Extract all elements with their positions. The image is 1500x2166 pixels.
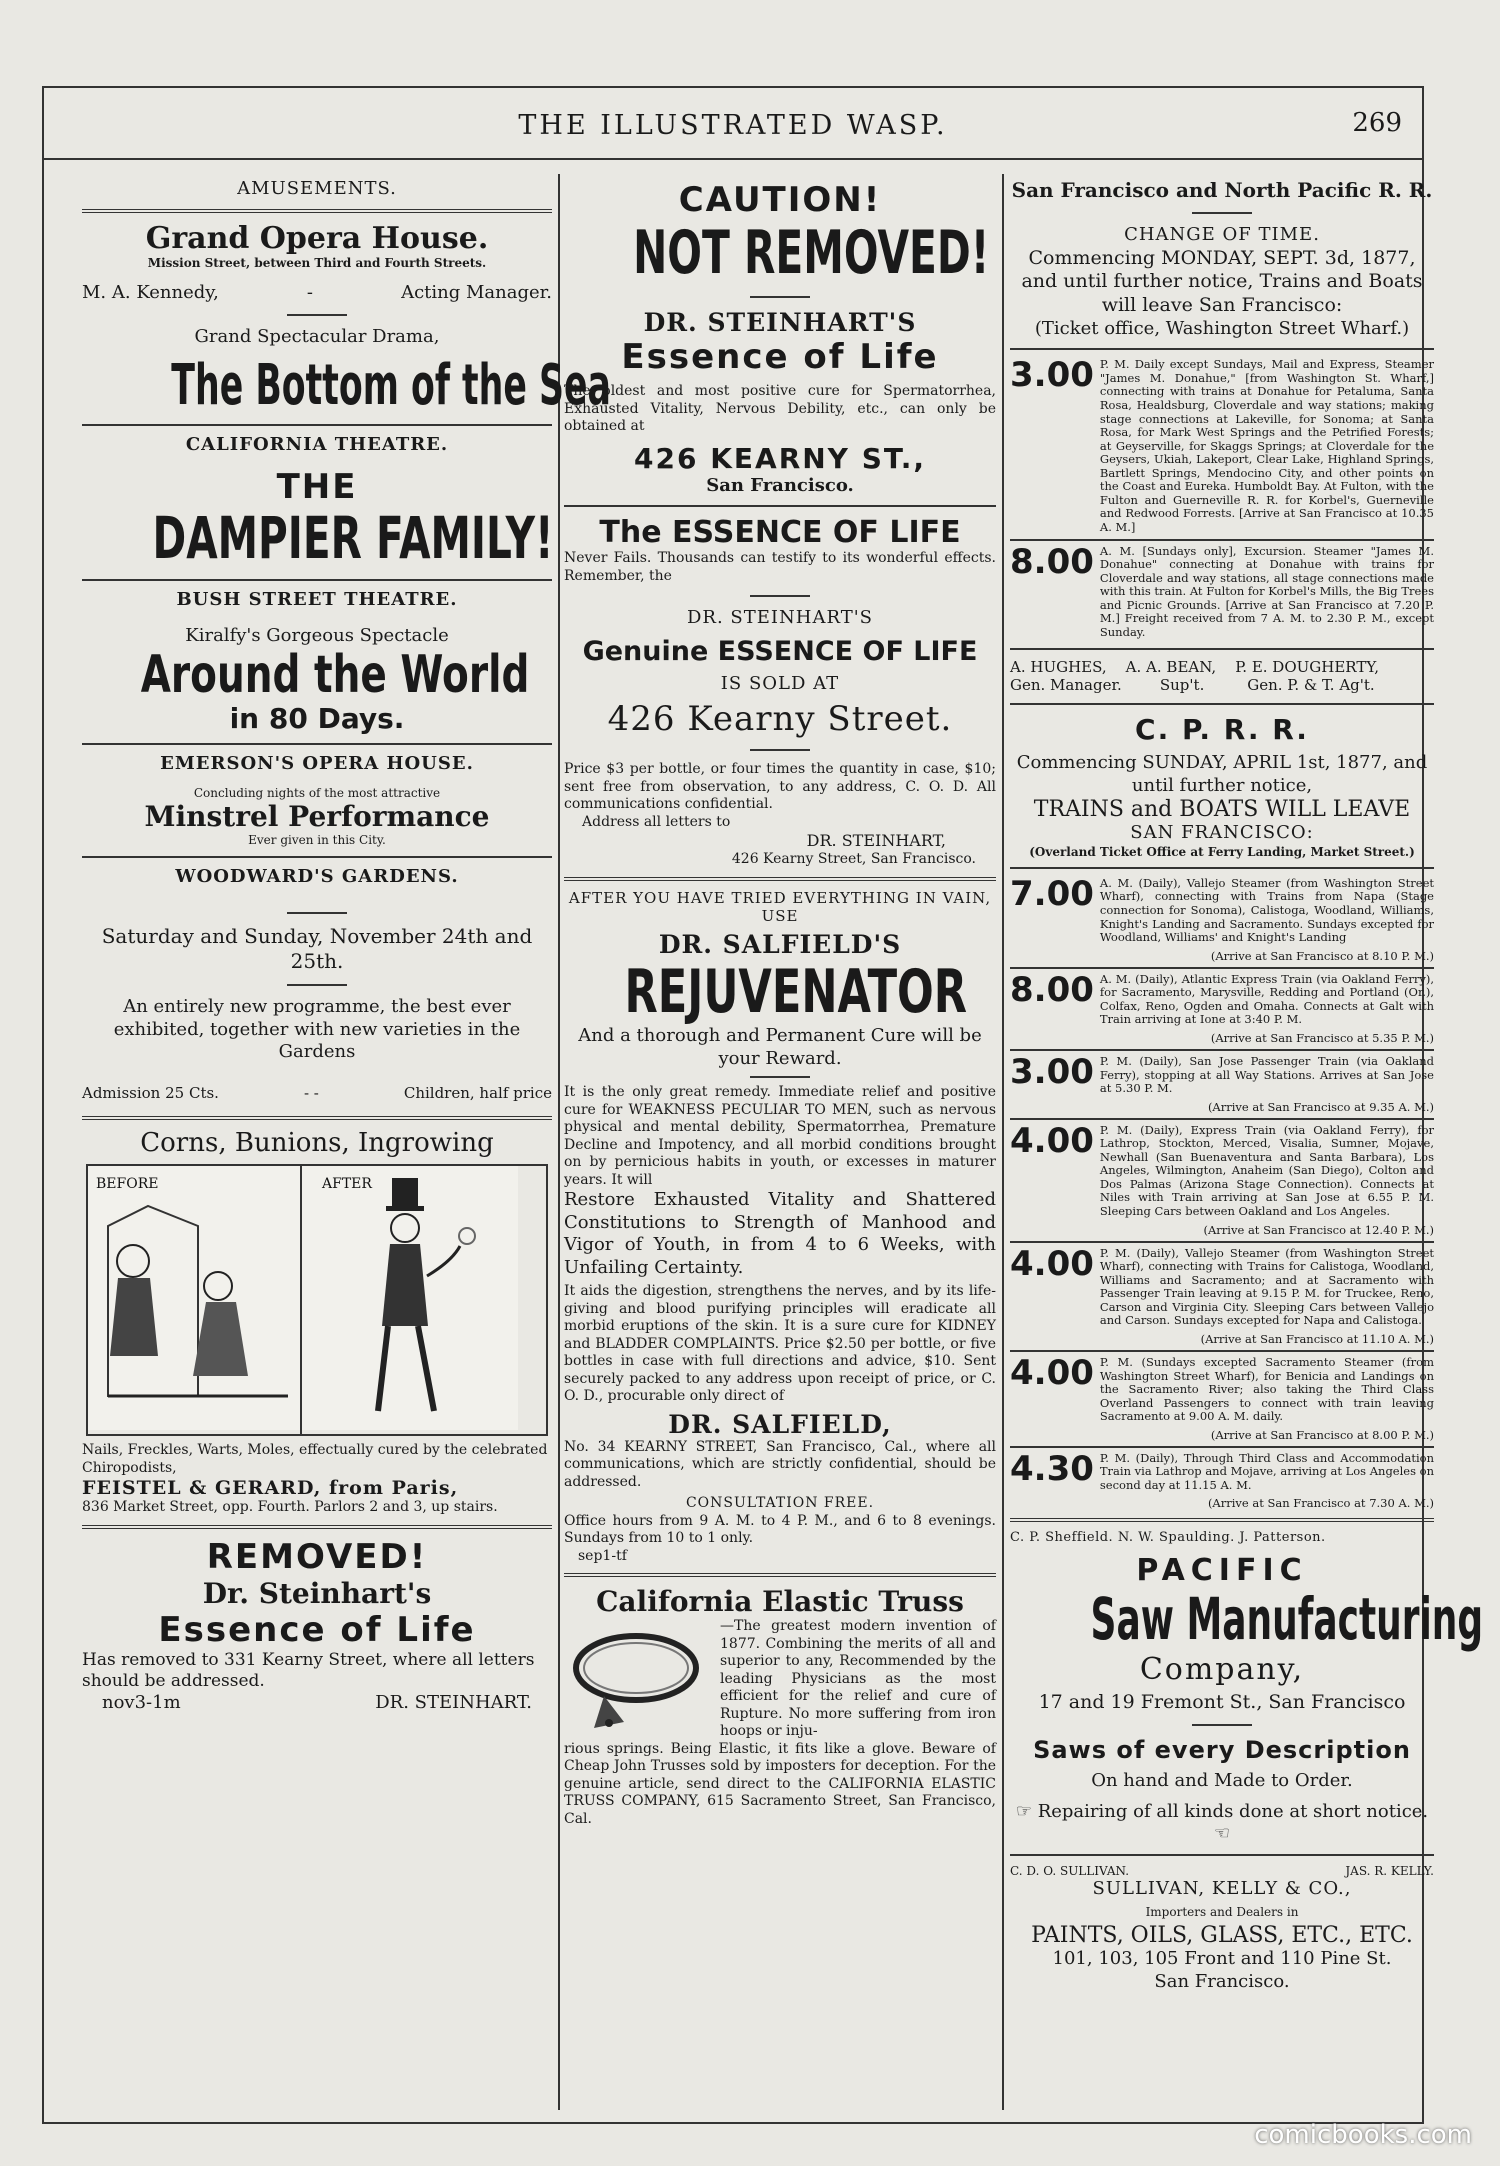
ad-text: Has removed to 331 Kearny Street, where all letters should be addressed. bbox=[82, 1649, 535, 1692]
around-title: Around the World bbox=[140, 644, 530, 705]
nw-schedule bbox=[1010, 355, 1434, 639]
ad-subheading: Grand Spectacular Drama, bbox=[194, 326, 440, 348]
ad-headline: Genuine ESSENCE OF LIFE bbox=[582, 635, 978, 667]
ad-title bbox=[564, 220, 996, 286]
schedule-entry bbox=[1010, 1120, 1434, 1237]
ad-text: Saturday and Sunday, November 24th and 25th. bbox=[101, 924, 533, 974]
partner-name: JAS. R. KELLY. bbox=[1345, 1863, 1434, 1878]
masthead: THE ILLUSTRATED WASP. bbox=[518, 110, 948, 141]
repairing-text: Repairing of all kinds done at short notice. bbox=[1037, 1800, 1429, 1822]
departure-time: 4.00 bbox=[1010, 1120, 1094, 1161]
departure-time: 3.00 bbox=[1010, 355, 1094, 396]
rule bbox=[82, 743, 552, 745]
manager-name: M. A. Kennedy, bbox=[82, 281, 219, 303]
ad-text: rious springs. Being Elastic, it fits like a glove. Beware of Cheap John Trusses sold by imposters for deception. For the genuine article, send direct to the CALIFORNIA ELASTIC TRUSS COMPANY, 615 Sacramento Street, San Francisco, Cal. bbox=[564, 1740, 996, 1827]
header-rule bbox=[44, 158, 1422, 160]
rule bbox=[1010, 703, 1434, 705]
truss-illustration bbox=[564, 1618, 714, 1738]
ad-subheading: TRAINS and BOATS WILL LEAVE bbox=[1033, 797, 1411, 822]
rule bbox=[1010, 1854, 1434, 1856]
rule bbox=[564, 505, 996, 507]
ad-headline: DR. SALFIELD, bbox=[668, 1409, 892, 1439]
rule bbox=[1010, 867, 1434, 869]
rule bbox=[1010, 348, 1434, 350]
section-heading: AMUSEMENTS. bbox=[237, 178, 397, 199]
partner-name: C. D. O. SULLIVAN. bbox=[1010, 1863, 1130, 1878]
signature: DR. STEINHART. bbox=[375, 1692, 532, 1714]
schedule-entry bbox=[1010, 541, 1434, 640]
short-rule bbox=[287, 984, 347, 986]
rule bbox=[1010, 1350, 1434, 1352]
drama-title: The Bottom of the Sea bbox=[171, 352, 611, 418]
schedule-text: A. M. (Daily), Atlantic Express Train (via Oakland Ferry), for Sacramento, Marysville, Redding and Portland (Or.), Colfax, Reno, Ogden and Omaha. Connects at Galt with Train arriving at Ione at 3:40 P. M. bbox=[1099, 971, 1434, 1027]
ad-title bbox=[1010, 1584, 1484, 1653]
ad-headline: Company, bbox=[1139, 1651, 1305, 1687]
ad-title bbox=[82, 503, 554, 572]
ad-text: Nails, Freckles, Warts, Moles, effectually cured by the celebrated Chiropodists, bbox=[82, 1442, 548, 1476]
ad-headline: Essence of Life bbox=[158, 1609, 476, 1650]
short-rule bbox=[1192, 1724, 1252, 1726]
column-divider bbox=[1002, 174, 1004, 2110]
ad-text: Never Fails. Thousands can testify to its wonderful effects. Remember, the bbox=[564, 550, 996, 584]
short-rule bbox=[750, 296, 810, 298]
schedule-entry bbox=[1010, 355, 1434, 534]
double-rule bbox=[564, 1573, 996, 1577]
arrival-time: (Arrive at San Francisco at 8.00 P. M.) bbox=[1210, 1427, 1434, 1442]
ad-code: nov3-1m bbox=[102, 1692, 181, 1714]
ad-code: sep1-tf bbox=[578, 1547, 627, 1564]
ad-headline: Dr. Steinhart's bbox=[202, 1576, 432, 1610]
double-rule bbox=[82, 209, 552, 213]
schedule-entry bbox=[1010, 969, 1434, 1045]
ad-headline: Grand Opera House. bbox=[145, 220, 489, 256]
ad-subheading: SAN FRANCISCO: bbox=[1130, 822, 1314, 843]
double-rule bbox=[82, 1525, 552, 1529]
rejuvenator-title: REJUVENATOR bbox=[624, 957, 968, 1027]
pointing-hand-icon: ☞ bbox=[1015, 1800, 1032, 1822]
signature-line bbox=[82, 1692, 552, 1715]
ad-text: Office hours from 9 A. M. to 4 P. M., and 6 to 8 evenings. Sundays from 10 to 1 only. bbox=[564, 1512, 996, 1546]
ad-headline: THE bbox=[276, 466, 358, 507]
partners-line bbox=[1010, 1864, 1434, 1878]
after-illustration bbox=[302, 1166, 518, 1430]
double-rule bbox=[564, 877, 996, 881]
ad-text: Concluding nights of the most attractive bbox=[193, 785, 441, 800]
theatre-name: BUSH STREET THEATRE. bbox=[176, 588, 458, 610]
ad-headline: 426 KEARNY ST., bbox=[634, 441, 926, 475]
rule bbox=[1010, 1049, 1434, 1051]
ad-text: An entirely new programme, the best ever exhibited, together with new varieties in the Gardens bbox=[113, 996, 521, 1063]
ad-title bbox=[82, 352, 611, 418]
short-rule bbox=[750, 749, 810, 751]
ad-headline: Minstrel Performance bbox=[144, 800, 490, 834]
ad-text: It aids the digestion, strengthens the nerves, and by its life-giving and blood purifying principles will eradicate all morbid eruptions of the skin. It is a sure cure for KIDNEY and BLADDER COMPLAINTS. Price $2.50 per bottle, or five bottles in case with full directions and advice, $10. Sent securely packed to any address upon receipt of price, or C. O. D., procurable only direct of bbox=[564, 1283, 996, 1404]
dampier-title: DAMPIER FAMILY! bbox=[152, 503, 554, 572]
arrival-time: (Arrive at San Francisco at 5.35 P. M.) bbox=[1210, 1030, 1434, 1045]
pointing-hand-icon: ☜ bbox=[1213, 1823, 1231, 1845]
schedule-text: P. M. (Daily), San Jose Passenger Train (via Oakland Ferry), stopping at all Way Stations. Arrives at San Jose at 5.30 P. M. bbox=[1099, 1053, 1434, 1096]
saw-officers: C. P. Sheffield. N. W. Spaulding. J. Patterson. bbox=[1010, 1530, 1326, 1546]
officer-names: A. HUGHES, A. A. BEAN, P. E. DOUGHERTY, bbox=[1010, 657, 1380, 676]
ad-headline: SULLIVAN, KELLY & CO., bbox=[1092, 1878, 1352, 1900]
saw-title: Saw Manufacturing bbox=[1090, 1584, 1484, 1653]
ad-text: CONSULTATION FREE. bbox=[685, 1495, 875, 1511]
admission-dash: - - bbox=[303, 1083, 319, 1102]
before-illustration bbox=[88, 1166, 300, 1430]
officer-titles: Gen. Manager. Sup't. Gen. P. & T. Ag't. bbox=[1010, 676, 1375, 695]
ad-headline: CAUTION! bbox=[678, 180, 882, 220]
ad-headline: Essence of Life bbox=[621, 337, 939, 377]
rule bbox=[82, 856, 552, 858]
ad-text: The oldest and most positive cure for Spermatorrhea, Exhausted Vitality, Nervous Debility, etc., can only be obtained at bbox=[564, 383, 996, 434]
not-removed-title: NOT REMOVED! bbox=[633, 218, 990, 288]
departure-time: 4.00 bbox=[1010, 1243, 1094, 1284]
arrival-time: (Arrive at San Francisco at 7.30 A. M.) bbox=[1207, 1496, 1434, 1511]
ad-title bbox=[82, 644, 552, 705]
ad-text: Commencing SUNDAY, APRIL 1st, 1877, and until further notice, bbox=[1016, 752, 1428, 796]
ad-headline: Corns, Bunions, Ingrowing bbox=[140, 1128, 494, 1159]
before-label: BEFORE bbox=[96, 1176, 159, 1193]
short-rule bbox=[750, 1076, 810, 1078]
ad-headline: 426 Kearny Street. bbox=[607, 699, 953, 739]
repairing-line bbox=[1010, 1801, 1434, 1846]
manager-line bbox=[82, 282, 552, 305]
rule bbox=[1010, 1118, 1434, 1120]
ad-headline: The ESSENCE OF LIFE bbox=[599, 515, 961, 550]
column-divider bbox=[558, 174, 560, 2110]
ad-text: Commencing MONDAY, SEPT. 3d, 1877, and until further notice, Trains and Boats will leave San Francisco: bbox=[1021, 246, 1423, 316]
ad-headline: DR. SALFIELD'S bbox=[658, 930, 902, 959]
ad-text: IS SOLD AT bbox=[720, 672, 840, 694]
ad-text: Address all letters to bbox=[582, 813, 731, 830]
ad-address: Mission Street, between Third and Fourth Streets. bbox=[147, 255, 487, 270]
departure-time: 8.00 bbox=[1010, 969, 1094, 1010]
ad-headline: in 80 Days. bbox=[229, 702, 405, 736]
ad-text: And a thorough and Permanent Cure will be your Reward. bbox=[578, 1025, 982, 1069]
watermark: comicbooks.com bbox=[1254, 2120, 1472, 2150]
theatre-name: EMERSON'S OPERA HOUSE. bbox=[160, 753, 474, 775]
truss-ad bbox=[564, 1618, 996, 1741]
schedule-text: P. M. (Daily), Through Third Class and Accommodation Train via Lathrop and Mojave, arriving at Los Angeles on second day at 11.15 A. M. bbox=[1099, 1450, 1434, 1492]
departure-time: 3.00 bbox=[1010, 1051, 1094, 1092]
newspaper-page bbox=[42, 86, 1484, 2124]
rule bbox=[1010, 648, 1434, 650]
ad-headline: PAINTS, OILS, GLASS, ETC., ETC. bbox=[1031, 1923, 1413, 1949]
ad-subheading: CHANGE OF TIME. bbox=[1124, 224, 1320, 245]
arrival-time: (Arrive at San Francisco at 11.10 A. M.) bbox=[1200, 1331, 1434, 1346]
ad-text: Restore Exhausted Vitality and Shattered Constitutions to Strength of Manhood and Vigor of Youth, in from 4 to 6 Weeks, with Unfailing Certainty. bbox=[564, 1189, 996, 1278]
schedule-text: P. M. (Daily), Express Train (via Oakland Ferry), for Lathrop, Stockton, Merced, Visalia, Sumner, Mojave, Newhall (San Buenaventura and Santa Barbara), Los Angeles, Wilmington, Anaheim (San Diego), Colton and Dos Palmas (Arizona Stage Connection). Connects at Niles with Train arriving at San Jose at 6.55 P. M. Sleeping Cars between Oakland and Los Angeles. bbox=[1099, 1122, 1434, 1219]
schedule-text: P. M. Daily except Sundays, Mail and Express, Steamer "James M. Donahue," [from Washington St. Wharf,] connecting with trains at Donahue for Petaluma, Santa Rosa, Healdsburg, Cloverdale and way stations; making stage connections at Lakeville, for Sonoma; at Santa Rosa, for Mark West Springs and the Petrified Forests; at Geyserville, for Skaggs Springs; at Cloverdale for the Geysers, Ukiah, Lakeport, Clear Lake, Highland Springs, Bartlett Springs, Mendocino City, and other points on the Coast and Eureka. Humboldt Bay. At Fulton, with the Fulton and Guerneville R. R. for Korbel's, Guerneville and Redwood Forrests. [Arrive at San Francisco at 10.35 A. M.] bbox=[1099, 357, 1434, 534]
ad-headline: San Francisco and North Pacific R. R. bbox=[1011, 178, 1433, 202]
ad-text: 836 Market Street, opp. Fourth. Parlors 2 and 3, up stairs. bbox=[82, 1499, 498, 1516]
ad-headline: California Elastic Truss bbox=[596, 1585, 964, 1618]
double-rule bbox=[82, 1116, 552, 1120]
arrival-time: (Arrive at San Francisco at 9.35 A. M.) bbox=[1207, 1099, 1434, 1114]
after-label: AFTER bbox=[322, 1176, 372, 1193]
ad-text: DR. STEINHART'S bbox=[687, 607, 873, 628]
schedule-text: P. M. (Daily), Vallejo Steamer (from Washington Street Wharf), connecting with Trains for Calistoga, Woodland, Williams and Sacramento; and at Sacramento with Passenger Train leaving at 9.15 P. M. for Truckee, Reno, Carson and Virginia City. Sleeping Cars between Vallejo and Carson. Sundays excepted for Napa and Calistoga. bbox=[1099, 1245, 1434, 1328]
admission-price: Admission 25 Cts. bbox=[82, 1083, 219, 1102]
arrival-time: (Arrive at San Francisco at 12.40 P. M.) bbox=[1203, 1222, 1434, 1237]
schedule-entry bbox=[1010, 1448, 1434, 1511]
departure-time: 4.30 bbox=[1010, 1448, 1094, 1489]
departure-time: 7.00 bbox=[1010, 873, 1094, 914]
ad-subheading: Kiralfy's Gorgeous Spectacle bbox=[185, 625, 449, 647]
schedule-entry bbox=[1010, 1243, 1434, 1346]
ad-text: Importers and Dealers in bbox=[1145, 1904, 1299, 1919]
column-railroads bbox=[1010, 174, 1484, 2108]
ad-headline: PACIFIC bbox=[1136, 1552, 1308, 1588]
double-rule bbox=[1010, 1518, 1434, 1522]
rule bbox=[1010, 1446, 1434, 1448]
manager-dash: - bbox=[306, 281, 313, 303]
column-patent-medicine bbox=[564, 174, 996, 2108]
theatre-name: CALIFORNIA THEATRE. bbox=[185, 434, 449, 456]
schedule-entry bbox=[1010, 1051, 1434, 1114]
ad-text: 101, 103, 105 Front and 110 Pine St. bbox=[1052, 1948, 1392, 1970]
ad-headline: DR. STEINHART'S bbox=[643, 308, 917, 337]
rule bbox=[1010, 539, 1434, 541]
ad-text: No. 34 KEARNY STREET, San Francisco, Cal., where all communications, which are strictly confidential, should be addressed. bbox=[564, 1438, 996, 1490]
ad-text: —The greatest modern invention of 1877. Combining the merits of all and superior to any, Recommended by the leading Physicians as the most efficient for the relief and cure of Rupture. No more suffering from iron hoops or inju- bbox=[720, 1618, 996, 1739]
rule bbox=[1010, 967, 1434, 969]
ad-headline: Saws of every Description bbox=[1033, 1736, 1411, 1765]
ad-headline: REMOVED! bbox=[206, 1536, 428, 1577]
page-number: 269 bbox=[1352, 108, 1402, 138]
schedule-text: A. M. (Daily), Vallejo Steamer (from Washington Street Wharf), connecting with Trains from Napa (Stage connection for Sonoma), Calistoga, Woodland, Williams, Knight's Landing and Sacramento. Sundays excepted for Woodland, Williams' and Knight's Landing bbox=[1099, 875, 1434, 945]
ad-headline: FEISTEL & GERARD, from Paris, bbox=[82, 1477, 459, 1500]
before-after-illustration bbox=[86, 1164, 548, 1436]
ad-text: 426 Kearny Street, San Francisco. bbox=[731, 851, 976, 867]
short-rule bbox=[750, 595, 810, 597]
rule bbox=[1010, 1241, 1434, 1243]
rule bbox=[82, 424, 552, 426]
schedule-entry bbox=[1010, 1352, 1434, 1442]
ad-text: AFTER YOU HAVE TRIED EVERYTHING IN VAIN, USE bbox=[568, 888, 992, 926]
rule bbox=[82, 579, 552, 581]
admission-line bbox=[82, 1084, 552, 1103]
ad-text: San Francisco. bbox=[706, 474, 854, 496]
theatre-name: WOODWARD'S GARDENS. bbox=[175, 865, 459, 887]
children-price: Children, half price bbox=[403, 1083, 552, 1102]
short-rule bbox=[287, 912, 347, 914]
ad-text: (Overland Ticket Office at Ferry Landing, Market Street.) bbox=[1029, 844, 1415, 859]
short-rule bbox=[1192, 212, 1252, 214]
arrival-time: (Arrive at San Francisco at 8.10 P. M.) bbox=[1210, 948, 1434, 963]
departure-time: 8.00 bbox=[1010, 541, 1094, 582]
ad-text: Price $3 per bottle, or four times the quantity in case, $10; sent free from observation, to any address, C. O. D. All communications confidential. bbox=[564, 761, 996, 812]
short-rule bbox=[287, 314, 347, 316]
ad-text: Ever given in this City. bbox=[248, 833, 386, 848]
ad-text: On hand and Made to Order. bbox=[1091, 1770, 1353, 1792]
ad-text: San Francisco. bbox=[1154, 1970, 1290, 1992]
ad-text: It is the only great remedy. Immediate relief and positive cure for WEAKNESS PECULIAR TO MEN, such as nervous physical and mental debility, Spermatorrhea, Premature Decline and Impotency, and all morbid conditions brought on by pernicious habits in youth, or excesses in maturer years. It will bbox=[564, 1084, 996, 1188]
manager-title: Acting Manager. bbox=[401, 281, 552, 303]
ad-text: 17 and 19 Fremont St., San Francisco bbox=[1038, 1690, 1406, 1713]
cp-schedule bbox=[1010, 873, 1434, 1511]
schedule-text: P. M. (Sundays excepted Sacramento Steamer (from Washington Street Wharf), for Benicia and Landings on the Sacramento River; also taking the Third Class Overland Passengers to connect with train leaving Sacramento at 9.00 A. M. daily. bbox=[1099, 1354, 1434, 1424]
ad-headline: C. P. R. R. bbox=[1135, 713, 1309, 746]
ad-text: DR. STEINHART, bbox=[806, 831, 946, 850]
ad-title bbox=[564, 959, 996, 1025]
departure-time: 4.00 bbox=[1010, 1352, 1094, 1393]
ad-text: (Ticket office, Washington Street Wharf.) bbox=[1034, 317, 1410, 339]
schedule-text: A. M. [Sundays only], Excursion. Steamer "James M. Donahue" connecting at Donahue with trains for Cloverdale and way stations, all stage connections made with this train. At Fulton for Korbel's Mills, the Big Trees and Picnic Grounds. [Arrive at San Francisco at 7.20 P. M.] Freight received from 7 A. M. to 2.30 P. M., except Sunday. bbox=[1099, 543, 1434, 639]
schedule-entry bbox=[1010, 873, 1434, 963]
